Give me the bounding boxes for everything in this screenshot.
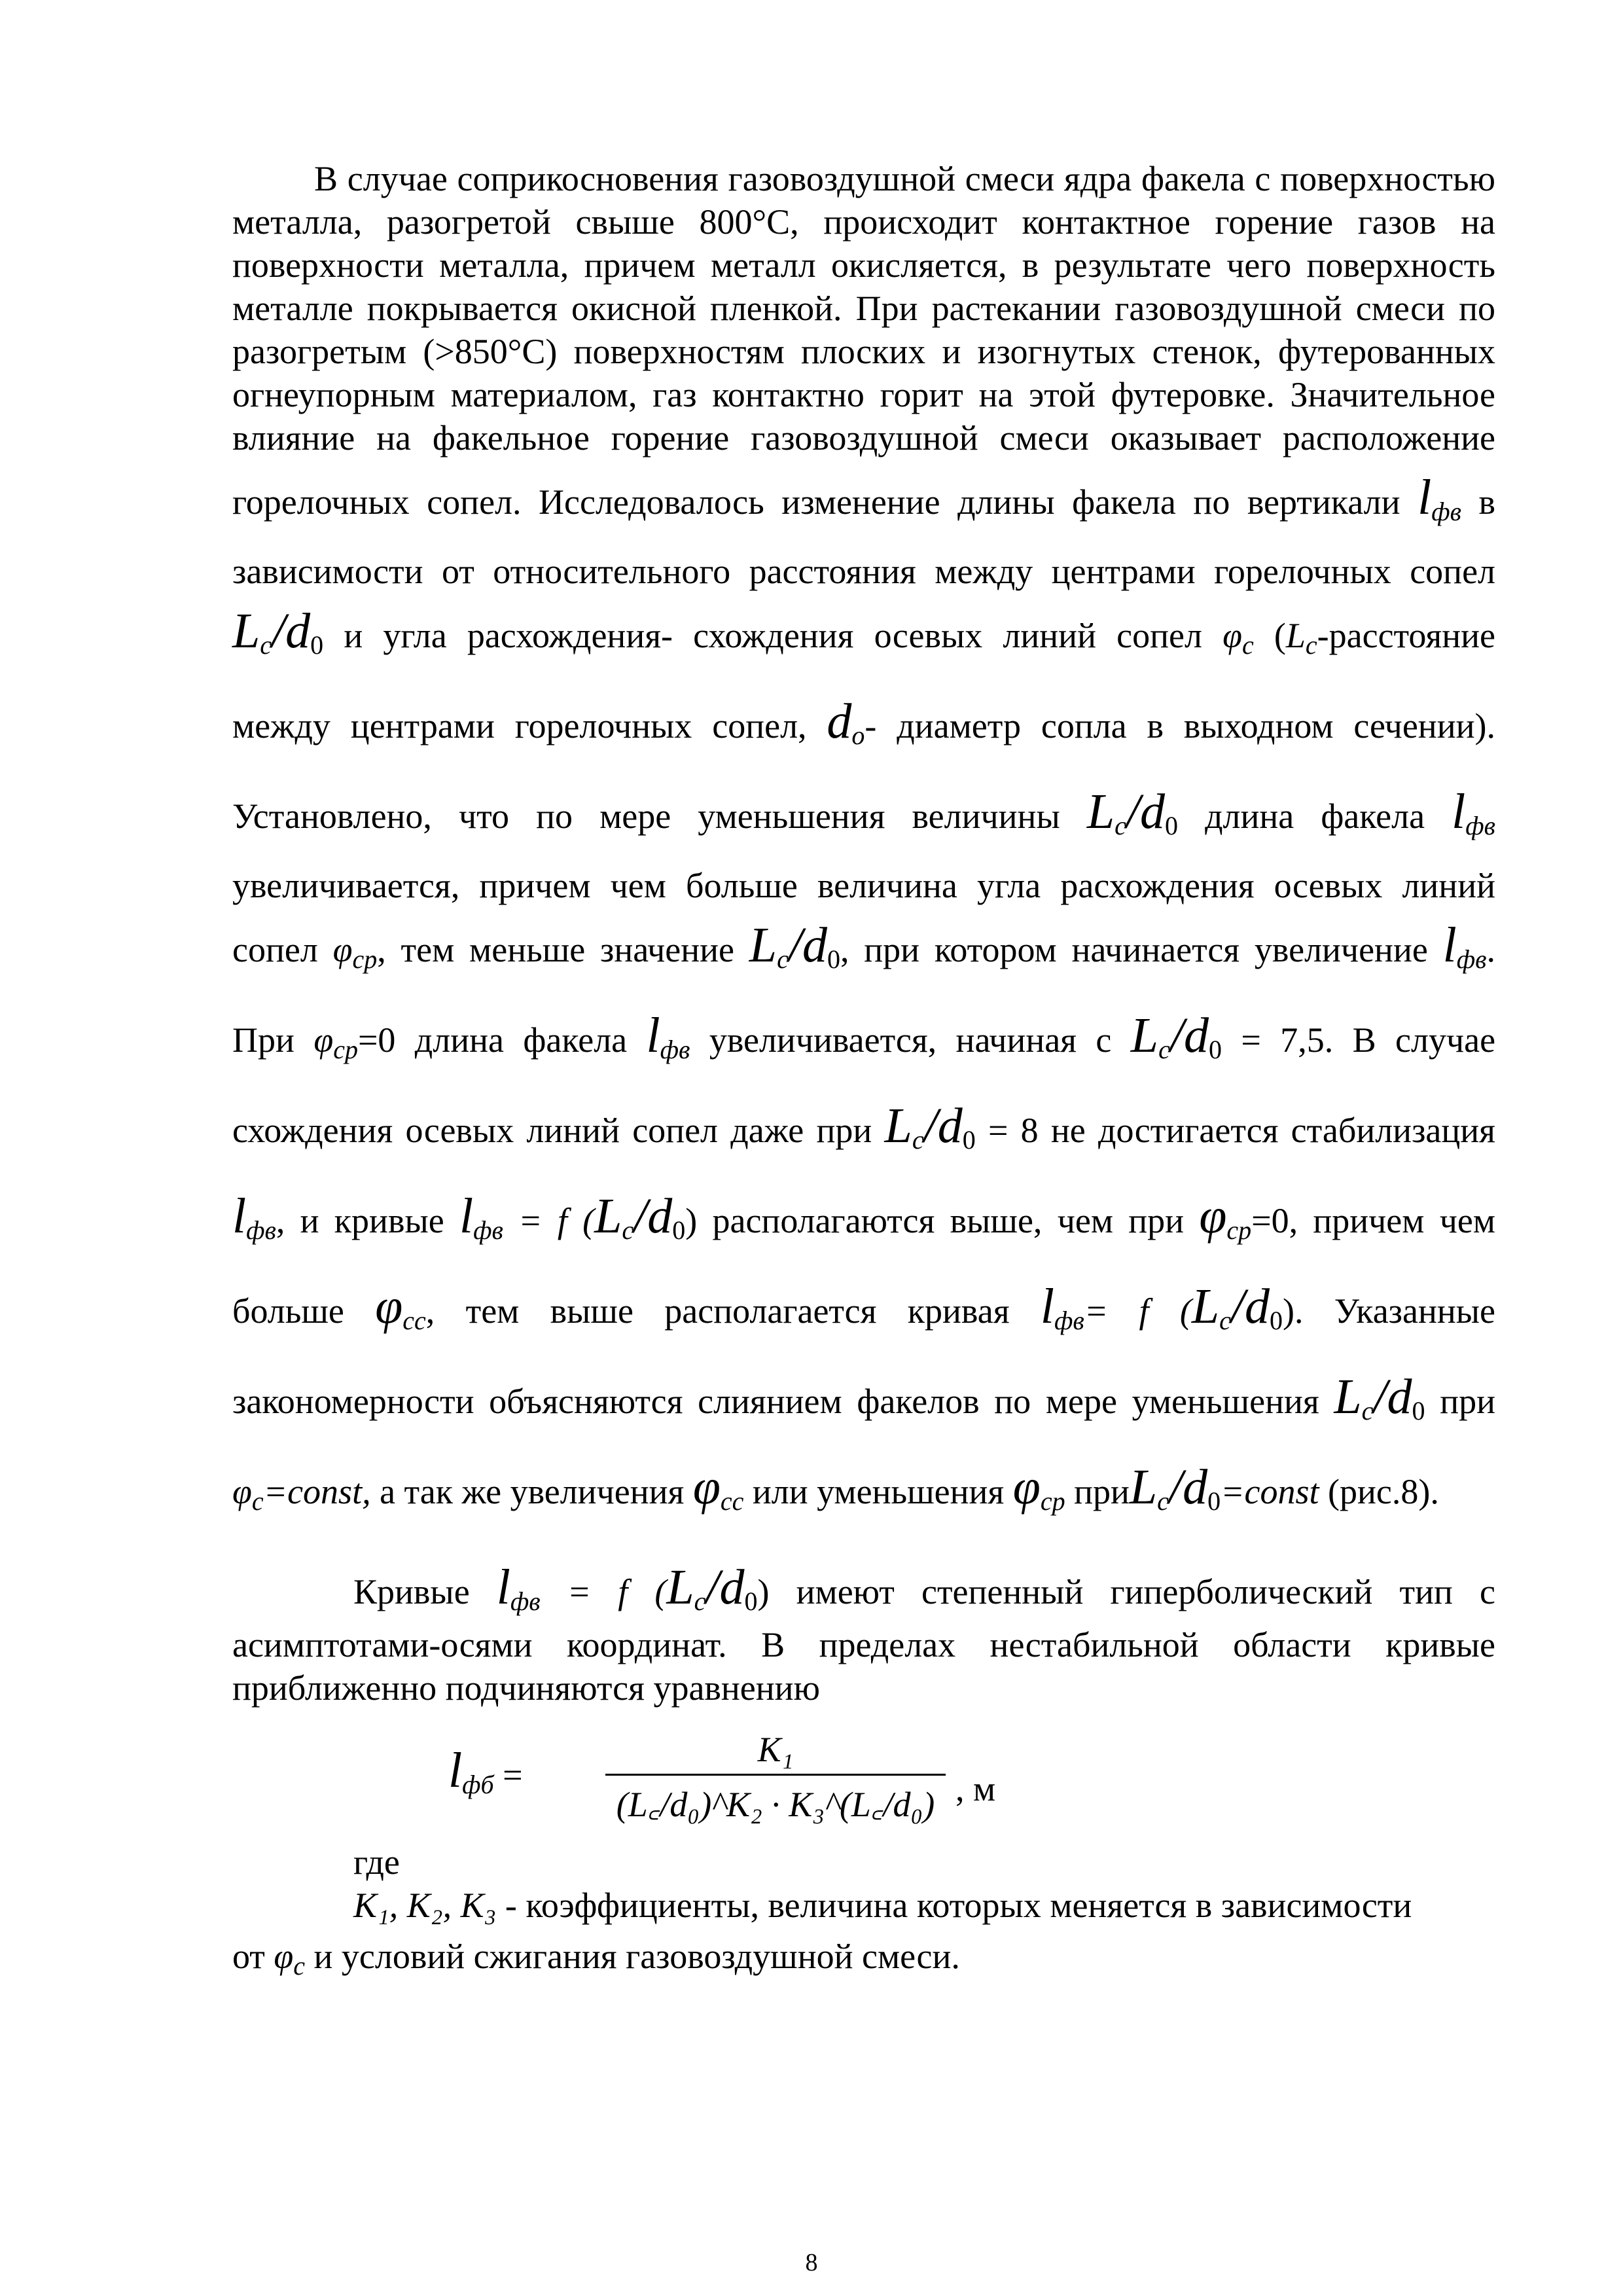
where-label: где <box>353 1842 400 1882</box>
paragraph-1: В случае соприкосновения газовоздушной смеси ядра факела с поверхностью металла, разогретой свыше 800°С, происходит контактное горение газов на поверхности металла, причем металл окисляется, в результате чего поверхность металле покрывается окисной пленкой. При растекании газовоздушной смеси по разогретым (>850°С) поверхностям плоских и изогнутых стенок, футерованных огнеупорным материалом, газ контактно горит на этой футеровке. Значительное влияние на факельное горение газовоздушной смеси оказывает расположение горелочных сопел. Исследовалось изменение длины факела по вертикали $l_{фв}$ в зависимости от относительного расстояния между центрами горелочных сопел $L_c/d0$ и угла расхождения- схождения осевых линий сопел $\varphi_c$ ($L_c$-расстояние между центрами горелочных сопел, $d_o-$ диаметр сопла в выходном сечении). Установлено, что по мере уменьшения величины $L_c/d0$ длина факела $l_{фв}$ увеличивается, причем чем больше величина угла расхождения осевых линий сопел $\varphi_{cp}$, тем меньше значение $L_c/d0$, при котором начинается увеличение $l_{фв}$. При $\varphi_{cp}=0$ длина факела $l_{фв}$ увеличивается, начиная с $L_c/d0 = 7,5$. В случае схождения осевых линий сопел даже при $L_c/d0 = 8$ не достигается стабилизация $l_{фв}$, и кривые $l_{фв} = f$ $(L_c/d0)$ располагаются выше, чем при $\varphi_{cp}=0$, причем чем больше $\varphi_{cc}$, тем выше располагается кривая $l_{фв}= f$ $(L_c/d0)$. Указанные закономерности объясняются слиянием факелов по мере уменьшения $L_c/d0$ при $\varphi_c=const$, а так же увеличения $\varphi_{cc}$ или уменьшения $\varphi_{cp}$ приL$_c$/d0=const (рис.8). <box>232 159 1496 1516</box>
paragraph-2: Кривые $l_{фв} = f$ $(L_c/d0)$ имеют степенный гиперболический тип с асимптотами-осями координат. В пределах нестабильной области кривые приближенно подчиняются уравнению <box>232 1560 1495 1708</box>
coefficient-definition: K₁, K₂, K₃ - коэффициенты, величина которых меняется в зависимости <box>353 1886 1412 1925</box>
equation-denominator: (L꜀/d₀)^K₂ · K₃^(L꜀/d₀) <box>616 1785 935 1824</box>
equation-fraction <box>605 1729 946 1827</box>
page-number: 8 <box>805 2249 818 2276</box>
equation-lhs: $l_{фб}$ = <box>448 1743 523 1799</box>
document-page <box>232 157 1495 1996</box>
coefficient-definition-cont: от $\varphi_c$ и условий сжигания газовоздушной смеси. <box>232 1937 960 1981</box>
equation-unit: , м <box>955 1769 996 1808</box>
equation-numerator: K₁ <box>605 1729 946 1776</box>
flame-length-equation <box>232 1723 1495 1834</box>
